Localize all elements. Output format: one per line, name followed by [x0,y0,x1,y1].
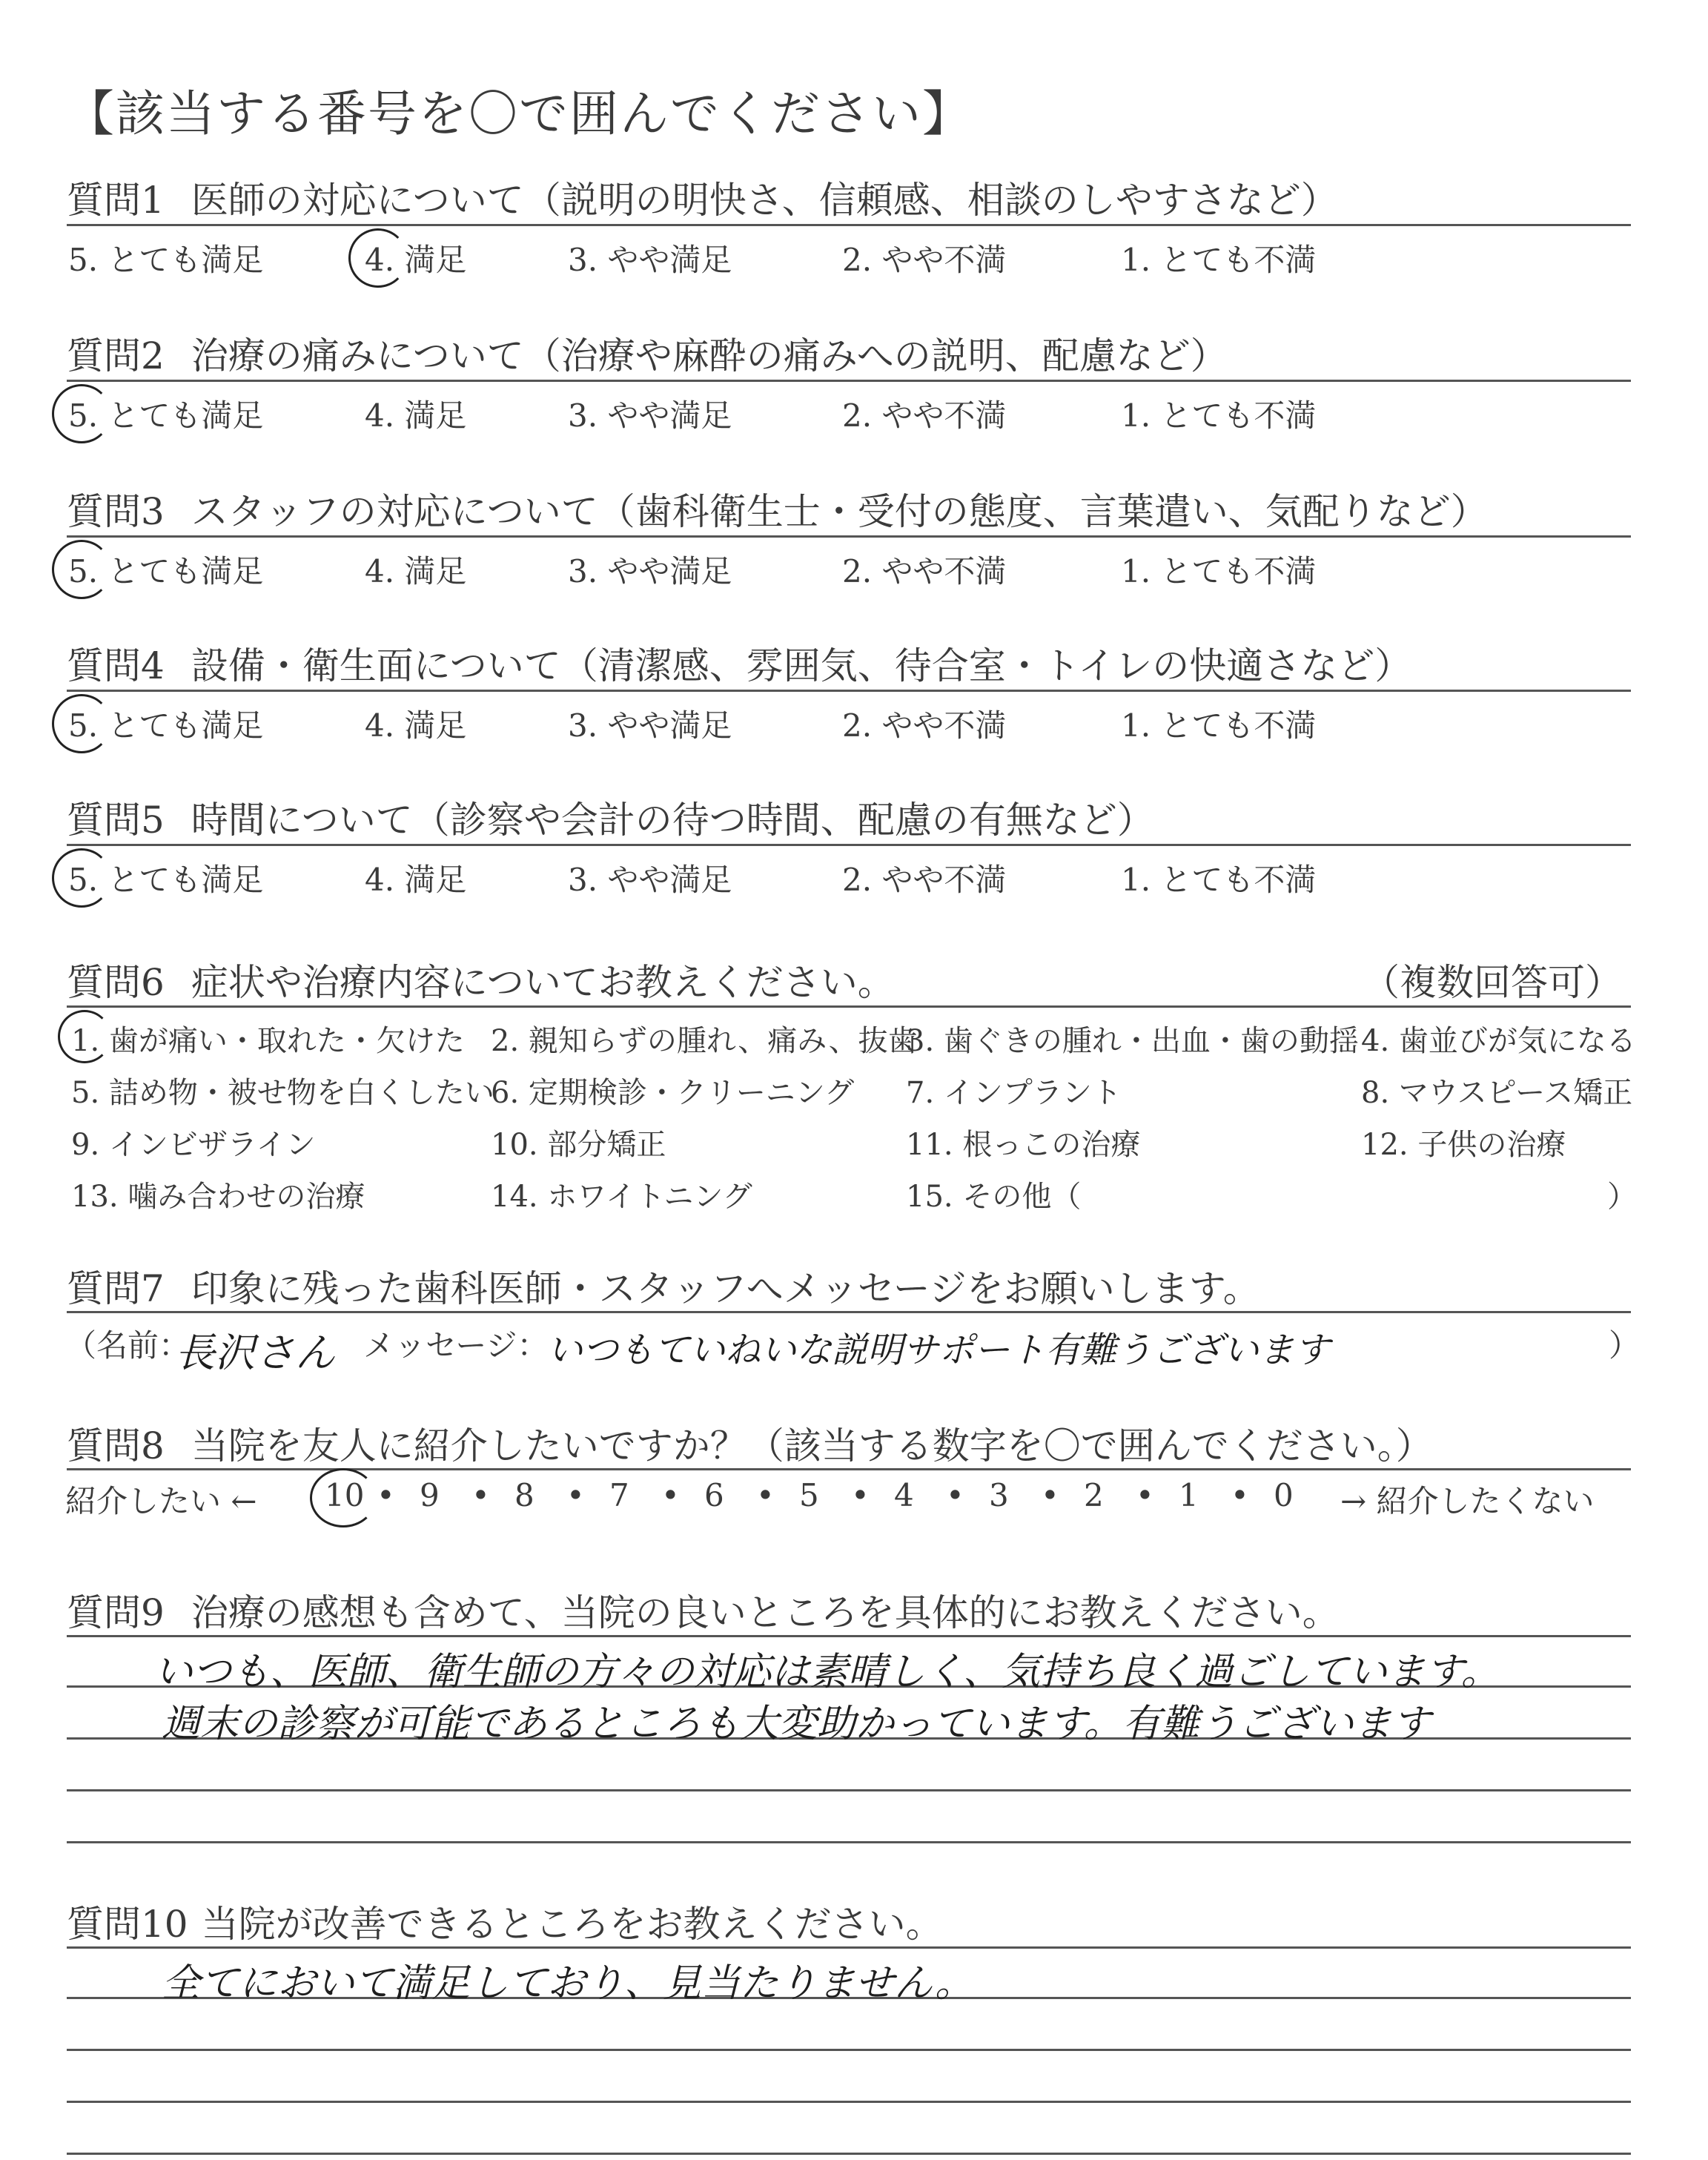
divider [67,380,1631,382]
ruled-line [67,2153,1631,2155]
q8-separator-dot: • [946,1477,964,1513]
q3-header [67,482,1488,535]
q9-answer-line[interactable]: いつも、医師、衛生師の方々の対応は素晴しく、気持ち良く過ごしています。 [154,1650,1500,1694]
q2-text: 治療の痛みについて（治療や麻酔の痛みへの説明、配慮など） [191,334,1228,377]
q6-choice[interactable]: 6. 定期検診・クリーニング [491,1076,855,1110]
q10-label: 質問10 [67,1903,188,1946]
ruled-line [67,2049,1631,2051]
q8-scale-5[interactable]: 5 [799,1477,819,1513]
q6-choice[interactable]: 9. インビザライン [71,1128,316,1162]
q4-option-5[interactable]: 5. とても満足 [68,707,264,744]
q9-answer-line[interactable]: 週末の診察が可能であるところも大変助かっています。有難うございます [162,1702,1431,1746]
q6-choice[interactable]: 15. その他（ [906,1180,1082,1214]
selection-circle [52,848,111,908]
q7-close-paren: ） [1609,1327,1641,1364]
q3-option-4[interactable]: 4. 満足 [365,553,467,589]
q6-header [67,953,895,1006]
q4-label: 質問4 [67,644,165,687]
q8-separator-dot: • [661,1477,680,1513]
q8-separator-dot: • [851,1477,870,1513]
q8-header [67,1416,1433,1470]
divider [67,224,1631,226]
q10-text: 当院が改善できるところをお教えください。 [201,1903,943,1946]
selection-circle [52,694,111,753]
q7-label: 質問7 [67,1267,165,1310]
q2-header [67,326,1228,380]
q1-option-2[interactable]: 2. やや不満 [842,242,1007,278]
q10-header [67,1895,943,1948]
q6-choice[interactable]: 7. インプラント [906,1076,1122,1110]
q2-label: 質問2 [67,334,165,377]
q5-option-2[interactable]: 2. やや不満 [842,862,1007,898]
q8-separator-dot: • [756,1477,775,1513]
q5-text: 時間について（診察や会計の待つ時間、配慮の有無など） [191,799,1154,842]
q8-separator-dot: • [566,1477,585,1513]
q6-choice[interactable]: 4. 歯並びが気になる [1361,1024,1636,1058]
q2-option-1[interactable]: 1. とても不満 [1121,397,1317,434]
q6-label: 質問6 [67,961,165,1004]
selection-circle [348,228,408,288]
q5-option-4[interactable]: 4. 満足 [365,862,467,898]
q9-header [67,1583,1340,1636]
q8-scale-4[interactable]: 4 [894,1477,914,1513]
q3-option-1[interactable]: 1. とても不満 [1121,553,1317,589]
divider [67,1468,1631,1470]
q2-option-2[interactable]: 2. やや不満 [842,397,1007,434]
q5-option-5[interactable]: 5. とても満足 [68,862,264,898]
divider [67,690,1631,692]
q8-scale-0[interactable]: 0 [1274,1477,1294,1513]
q1-option-4[interactable]: 4. 満足 [365,242,467,278]
q7-message-value[interactable]: いつもていねいな説明サポート有難うございます [547,1330,1331,1371]
divider [67,1946,1631,1949]
q8-scale-7[interactable]: 7 [609,1477,629,1513]
q8-scale-2[interactable]: 2 [1084,1477,1104,1513]
q3-option-3[interactable]: 3. やや満足 [568,553,732,589]
q1-option-5[interactable]: 5. とても満足 [68,242,264,278]
divider [67,1005,1631,1008]
q5-option-3[interactable]: 3. やや満足 [568,862,732,898]
q7-name-value[interactable]: 長沢さん [175,1330,335,1376]
q5-label: 質問5 [67,799,165,842]
q3-option-5[interactable]: 5. とても満足 [68,553,264,589]
q6-choice[interactable]: 11. 根っこの治療 [906,1128,1141,1162]
q8-right-label: → 紹介したくない [1340,1483,1595,1519]
q6-note: （複数回答可） [1363,961,1622,1004]
q4-text: 設備・衛生面について（清潔感、雰囲気、待合室・トイレの快適さなど） [191,644,1412,687]
q6-choice[interactable]: 13. 噛み合わせの治療 [71,1180,365,1214]
q2-option-5[interactable]: 5. とても満足 [68,397,264,434]
q1-label: 質問1 [67,179,165,222]
q6-choice[interactable]: 3. 歯ぐきの腫れ・出血・歯の動揺 [906,1024,1359,1058]
q4-option-1[interactable]: 1. とても不満 [1121,707,1317,744]
q3-text: スタッフの対応について（歯科衛生士・受付の態度、言葉遣い、気配りなど） [191,490,1488,533]
selection-circle [52,384,111,443]
q5-header [67,790,1154,844]
q8-scale-8[interactable]: 8 [514,1477,534,1513]
q7-text: 印象に残った歯科医師・スタッフへメッセージをお願いします。 [191,1267,1260,1310]
divider [67,844,1631,846]
q3-option-2[interactable]: 2. やや不満 [842,553,1007,589]
q8-text: 当院を友人に紹介したいですか？（該当する数字を〇で囲んでください。） [191,1424,1433,1467]
q8-scale-9[interactable]: 9 [420,1477,440,1513]
ruled-line [67,2101,1631,2103]
q6-choice[interactable]: 5. 詰め物・被せ物を白くしたい [71,1076,494,1110]
q6-choice[interactable]: 14. ホワイトニング [491,1180,752,1214]
q6-text: 症状や治療内容についてお教えください。 [191,961,895,1004]
q9-text: 治療の感想も含めて、当院の良いところを具体的にお教えください。 [191,1591,1340,1634]
q8-scale-6[interactable]: 6 [704,1477,724,1513]
form-title: 【該当する番号を〇で囲んでください】 [65,85,973,142]
q1-header [67,171,1338,224]
q6-close-paren: ） [1607,1180,1637,1214]
q7-name-label: （名前： [65,1327,191,1364]
q8-scale-10[interactable]: 10 [325,1477,365,1513]
q2-option-4[interactable]: 4. 満足 [365,397,467,434]
q4-option-4[interactable]: 4. 満足 [365,707,467,744]
q8-label: 質問8 [67,1424,165,1467]
q8-separator-dot: • [1136,1477,1154,1513]
selection-circle [58,1010,111,1063]
q7-header [67,1259,1260,1312]
q8-separator-dot: • [1041,1477,1059,1513]
q8-scale-3[interactable]: 3 [989,1477,1009,1513]
q1-option-1[interactable]: 1. とても不満 [1121,242,1317,278]
q6-choice[interactable]: 12. 子供の治療 [1361,1128,1566,1162]
q8-separator-dot: • [1231,1477,1249,1513]
q10-answer-line[interactable]: 全てにおいて満足しており、見当たりません。 [162,1961,974,2006]
q4-option-3[interactable]: 3. やや満足 [568,707,732,744]
q2-option-3[interactable]: 3. やや満足 [568,397,732,434]
q1-text: 医師の対応について（説明の明快さ、信頼感、相談のしやすさなど） [191,179,1338,222]
q6-choice[interactable]: 2. 親知らずの腫れ、痛み、抜歯 [491,1024,918,1058]
q8-separator-dot: • [377,1477,395,1513]
q7-message-label: メッセージ： [363,1327,549,1364]
q5-option-1[interactable]: 1. とても不満 [1121,862,1317,898]
divider [67,1635,1631,1637]
q4-header [67,636,1411,690]
ruled-line [67,1789,1631,1791]
selection-circle [52,540,111,599]
q8-scale-1[interactable]: 1 [1179,1477,1199,1513]
q6-choice[interactable]: 8. マウスピース矯正 [1361,1076,1633,1110]
selection-circle [310,1468,377,1527]
q6-choice[interactable]: 10. 部分矯正 [491,1128,666,1162]
q8-left-label: 紹介したい ← [65,1483,257,1519]
q6-choice[interactable]: 1. 歯が痛い・取れた・欠けた [71,1024,465,1058]
divider [67,1311,1631,1313]
q8-separator-dot: • [471,1477,490,1513]
divider [67,535,1631,538]
q9-label: 質問9 [67,1591,165,1634]
ruled-line [67,1841,1631,1843]
q4-option-2[interactable]: 2. やや不満 [842,707,1007,744]
q1-option-3[interactable]: 3. やや満足 [568,242,732,278]
q3-label: 質問3 [67,490,165,533]
